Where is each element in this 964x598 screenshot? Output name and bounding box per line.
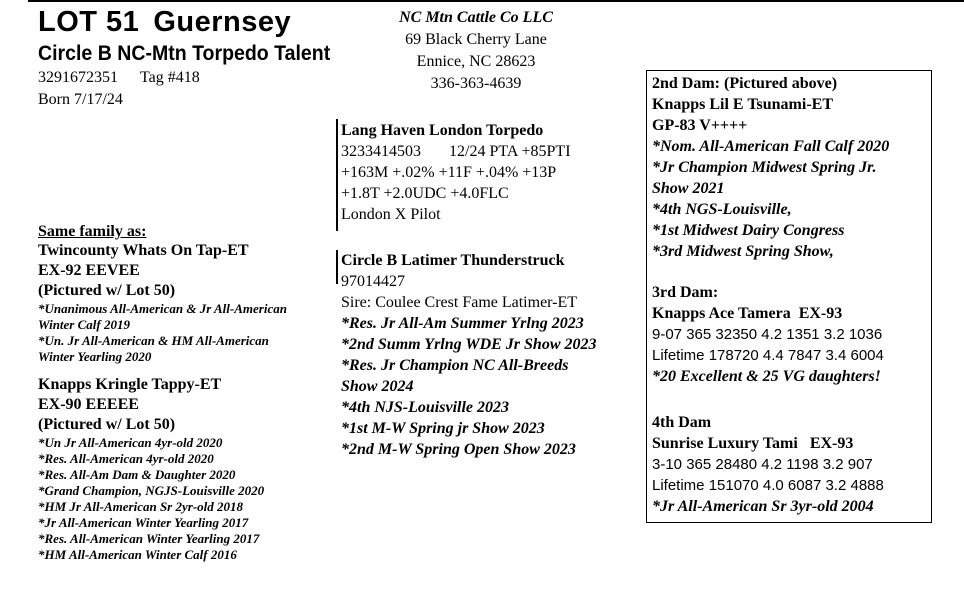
dam-award: *1st M-W Spring jr Show 2023	[341, 420, 545, 437]
second-dam-award: *3rd Midwest Spring Show,	[652, 243, 834, 260]
third-dam-block	[652, 282, 884, 387]
fourth-dam-block	[652, 412, 884, 517]
second-dam-award: Show 2021	[652, 180, 725, 197]
fourth-dam-award: *Jr All-American Sr 3yr-old 2004	[652, 498, 874, 515]
family-heading: Same family as:	[38, 223, 147, 240]
third-dam-lifetime: Lifetime 178720 4.4 7847 3.4 6004	[652, 347, 884, 364]
second-dam-award: *4th NGS-Louisville,	[652, 201, 792, 218]
dam-award: *2nd M-W Spring Open Show 2023	[341, 441, 576, 458]
family-cow-1-award: *Unanimous All-American & Jr All-American	[38, 301, 287, 316]
family-cow-2-score: EX-90 EEEEE	[38, 396, 139, 413]
second-dam-award: *Jr Champion Midwest Spring Jr.	[652, 159, 877, 176]
fourth-dam-name: Sunrise Luxury Tami EX-93	[652, 435, 854, 452]
dam-reg: 97014427	[341, 273, 405, 290]
owner-address-2: Ennice, NC 28623	[416, 53, 536, 70]
sire-line-2: +163M +.02% +11F +.04% +13P	[341, 164, 557, 181]
dam-award: *4th NJS-Louisville 2023	[341, 399, 510, 416]
family-cow-1-award: Winter Yearling 2020	[38, 349, 152, 364]
sire-line-4: London X Pilot	[341, 206, 441, 223]
owner-block	[372, 7, 580, 95]
family-cow-2-pictured: (Pictured w/ Lot 50)	[38, 416, 176, 433]
family-cow-1-score: EX-92 EEVEE	[38, 262, 140, 279]
dam-award: *Res. Jr All-Am Summer Yrlng 2023	[341, 315, 584, 332]
third-dam-record: 9-07 365 32350 4.2 1351 3.2 1036	[652, 326, 883, 343]
dam-award: *2nd Summ Yrlng WDE Jr Show 2023	[341, 336, 597, 353]
sire-line-3: +1.8T +2.0UDC +4.0FLC	[341, 185, 509, 202]
third-dam-award: *20 Excellent & 25 VG daughters!	[652, 368, 881, 385]
dam-award: Show 2024	[341, 378, 414, 395]
dam-name: Circle B Latimer Thunderstruck	[341, 252, 565, 269]
top-rule	[28, 0, 964, 2]
second-dam-block	[652, 73, 889, 262]
lot-number: LOT 51	[38, 6, 140, 38]
animal-name: Circle B NC-Mtn Torpedo Talent	[38, 42, 331, 65]
sire-bracket	[336, 119, 338, 231]
second-dam-heading: 2nd Dam: (Pictured above)	[652, 75, 838, 92]
lot-title	[38, 4, 291, 40]
dam-bracket	[336, 250, 338, 284]
registration-line	[38, 68, 200, 88]
second-dam-award: *1st Midwest Dairy Congress	[652, 222, 845, 239]
second-dam-award: *Nom. All-American Fall Calf 2020	[652, 138, 890, 155]
owner-name: NC Mtn Cattle Co LLC	[399, 9, 553, 26]
family-cow-2-award: *Un Jr All-American 4yr-old 2020	[38, 435, 223, 450]
fourth-dam-lifetime: Lifetime 151070 4.0 6087 3.2 4888	[652, 477, 884, 494]
third-dam-heading: 3rd Dam:	[652, 284, 719, 301]
dam-award: *Res. Jr Champion NC All-Breeds	[341, 357, 569, 374]
second-dam-score: GP-83 V++++	[652, 117, 748, 134]
family-cow-2-award: *Res. All-American Winter Yearling 2017	[38, 531, 260, 546]
birth-date: Born 7/17/24	[38, 91, 123, 108]
family-cow-2-award: *Res. All-American 4yr-old 2020	[38, 451, 214, 466]
sire-name: Lang Haven London Torpedo	[341, 122, 544, 139]
family-cow-1-name: Twincounty Whats On Tap-ET	[38, 242, 249, 259]
family-cow-2-name: Knapps Kringle Tappy-ET	[38, 376, 222, 393]
dam-block	[341, 250, 597, 460]
breed: Guernsey	[153, 6, 292, 38]
owner-phone: 336-363-4639	[430, 75, 522, 92]
fourth-dam-record: 3-10 365 28480 4.2 1198 3.2 907	[652, 456, 873, 473]
family-cow-1-pictured: (Pictured w/ Lot 50)	[38, 282, 176, 299]
family-cow-1-award: Winter Calf 2019	[38, 317, 130, 332]
family-cow-2-award: *Grand Champion, NGJS-Louisville 2020	[38, 483, 265, 498]
family-cow-2-award: *Res. All-Am Dam & Daughter 2020	[38, 467, 236, 482]
sire-line-1: 3233414503 12/24 PTA +85PTI	[341, 143, 571, 160]
registration-number: 3291672351	[38, 69, 118, 86]
fourth-dam-heading: 4th Dam	[652, 414, 712, 431]
family-cow-2-award: *HM All-American Winter Calf 2016	[38, 547, 237, 562]
family-block	[38, 223, 287, 563]
tag-number: Tag #418	[140, 69, 200, 86]
family-cow-1-award: *Un. Jr All-American & HM All-American	[38, 333, 269, 348]
family-cow-2-award: *Jr All-American Winter Yearling 2017	[38, 515, 249, 530]
family-cow-2-award: *HM Jr All-American Sr 2yr-old 2018	[38, 499, 244, 514]
sire-block	[341, 120, 571, 225]
dam-sire: Sire: Coulee Crest Fame Latimer-ET	[341, 294, 578, 311]
third-dam-name: Knapps Ace Tamera EX-93	[652, 305, 843, 322]
second-dam-name: Knapps Lil E Tsunami-ET	[652, 96, 833, 113]
owner-address-1: 69 Black Cherry Lane	[405, 31, 547, 48]
